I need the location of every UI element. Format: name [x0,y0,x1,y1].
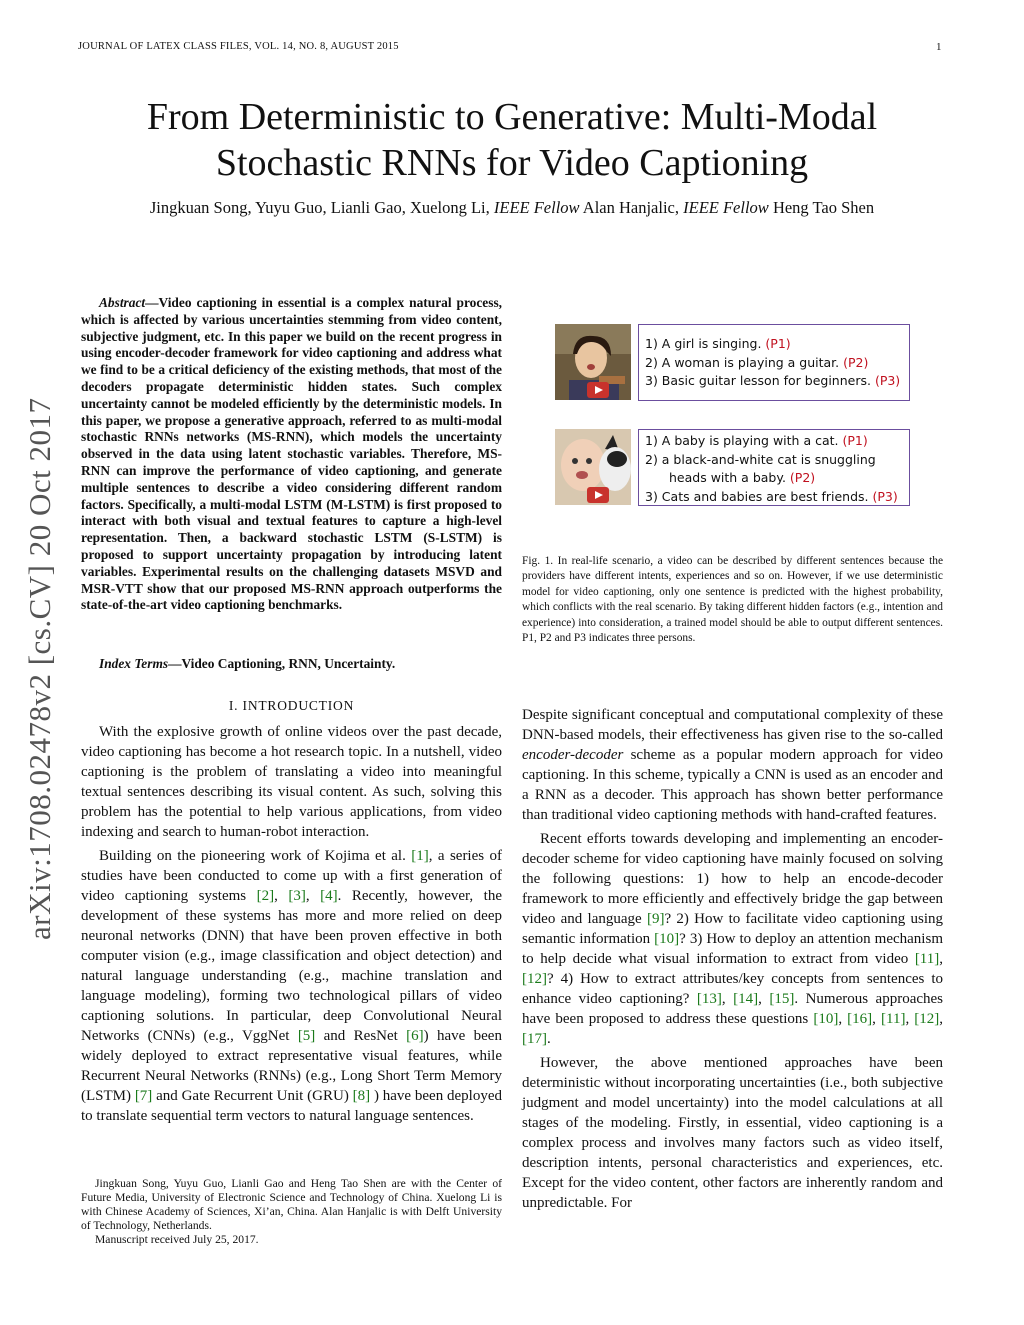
text-run: . Numerous approaches have been proposed to address these questions [522,991,944,1027]
play-icon[interactable] [587,487,609,503]
person-tag: (P3) [872,488,898,504]
text-run: ? 4) How to extract attributes/key concepts from sentences to enhance video captioning? [522,971,943,1007]
authors-part1: Jingkuan Song, Yuyu Guo, Lianli Gao, Xuelong Li, [149,198,494,217]
intro-paragraph-2: Building on the pioneering work of Kojima et al. [1], a series of studies have been conducted to come up with a first generation of video captioning systems [2], [3], [4]. Recently, however, the development of these systems has more and more relied on deep neuronal networks (DNN) that have been proven effective in both computer vision (e.g., image classification and object detection) and natural language understanding (e.g., machine translation and language modeling), forming two technological pillars of video captioning solutions. In particular, deep Convolutional Neural Networks (CNNs) (e.g., VggNet [5] and ResNet [6]) have been widely deployed to extract representative visual features, while Recurrent Neural Networks (RNNs) (e.g., Long Short Term Memory (LSTM) [7] and Gate Recurrent Unit (GRU) [8] ) have been deployed to translate sequential term vectors to natural language sentences. [81,848,503,1124]
citation-link[interactable]: [11] [914,951,940,967]
text-run: Despite significant conceptual and computational complexity of these DNN-based models, their effectiveness has given rise to the so-called [522,707,943,743]
abstract-label: Abstract [99,295,146,310]
text-run: Building on the pioneering work of Kojima et al. [99,848,412,864]
text-run: ) have been widely deployed to extract representative visual features, while Recurrent Neural Networks (RNNs) (e.g., Long Short Term Memory (LSTM) [81,1028,502,1104]
citation-link[interactable]: [16] [847,1011,873,1027]
paper-title-line2: Stochastic RNNs for Video Captioning [215,142,809,184]
intro-paragraph-1: With the explosive growth of online videos over the past decade, video captioning has become a hot research topic. In a nutshell, video captioning is the problem of translating a video into meaningful textual sentences describing its visual content. As such, solving this problem has the potential to help various applications, from video indexing and search to human-robot interaction. [81,724,502,840]
citation-link[interactable]: [8] [352,1088,371,1104]
abstract [81,295,502,614]
citation-link[interactable]: [10] [813,1011,839,1027]
person-tag: (P2) [789,470,816,485]
abstract-text: —Video captioning in essential is a complex natural process, which is affected by various uncertainties stemming from video content, subjective judgment, etc. In this paper we build on the recent progress in using encoder-decoder framework for video captioning and address what we find to be a critical deficiency of the existing methods, that most of the decoders propagate deterministic hidden states. Such complex uncertainty cannot be modeled efficiently by the deterministic models. In this paper, we propose a generative approach, referred to as multi-modal stochastic RNNs networks (MS-RNN), which models the uncertainty observed in the data using latent stochastic variables. Therefore, MS-RNN can improve the performance of video captioning, and generate multiple sentences to describe a video considering different random factors. Specifically, a multi-modal LSTM (M-LSTM) is first proposed to interact with both visual and textual features to capture a high-level representation. Then, a backward stochastic LSTM (S-LSTM) is proposed to support uncertainty propagation by introducing latent variables. Experimental results on the challenging datasets MSVD and MSR-VTT show that our proposed MS-RNN approach outperforms the state-of-the-art video captioning benchmarks. [81,295,502,613]
citation-link[interactable]: [12] [522,971,547,987]
citation-link[interactable]: [10] [654,931,680,947]
text-run: and ResNet [315,1028,407,1044]
text-run: ) have been deployed to translate sequential term vectors to natural language sentences. [81,1088,503,1124]
emphasis: encoder-decoder [522,747,624,763]
caption-line: 2) a black-and-white cat is snuggling [645,451,876,467]
footnote-received: Manuscript received July 25, 2017. [95,1233,259,1246]
person-tag: (P1) [842,433,868,448]
person-tag: (P1) [765,336,791,351]
index-terms-text: —Video Captioning, RNN, Uncertainty. [168,656,396,671]
caption-line [645,354,903,373]
fellow-label-2: IEEE Fellow [683,198,769,217]
citation-link[interactable]: [13] [696,991,722,1007]
citation-link[interactable]: [9] [646,911,665,927]
person-tag: (P2) [843,354,869,370]
caption-line [645,488,903,507]
citation-link[interactable]: [15] [769,991,795,1007]
caption-text: heads with a baby. [669,470,790,485]
caption-line [645,335,903,354]
footnote-affiliations: Jingkuan Song, Yuyu Guo, Lianli Gao and Heng Tao Shen are with the Center of Future Media, University of Electronic Science and Technology of China. Xuelong Li is with Chinese Academy of Sciences, Xi’an, China. Alan Hanjalic is with Delft University of Technology, Netherlands. [81,1177,502,1232]
play-icon[interactable] [587,382,609,398]
running-header: JOURNAL OF LATEX CLASS FILES, VOL. 14, NO. 8, AUGUST 2015 [78,41,399,52]
citation-link[interactable]: [12] [914,1011,940,1027]
authors-part2: Alan Hanjalic, [579,198,684,217]
caption-line [645,432,903,451]
section-title: INTRODUCTION [242,698,355,713]
text-run: Recent efforts towards developing and implementing an encoder-decoder scheme for video captioning have mainly focused on solving the following questions: 1) how to help an encode-decoder framework to more efficiently and effectively bridge the gap between video and language [522,831,943,927]
caption-text: 1) A girl is singing. [645,336,766,351]
person-tag: (P3) [874,373,901,388]
index-terms-label: Index Terms [99,656,169,671]
page-number: 1 [936,41,942,53]
right-paragraph-3: However, the above mentioned approaches have been deterministic without incorporating uncertainties (i.e., both subjective judgment and model uncertainty) into the model calculations at all stages of the modeling. Firstly, in essential, video captioning is a complex process and involves many factors such as video itself, description intents, personal characteristics and experiences, etc. Except for the video content, other factors are inherently random and unpredictable. For [522,1055,943,1211]
text-run: scheme as a popular modern approach for video captioning. In this scheme, typically a CNN is used as an encoder and a RNN as a decoder. This approach has shown better performance than traditional video captioning methods with hand-crafted features. [522,747,943,823]
paper-title-line1: From Deterministic to Generative: Multi-Modal [146,96,878,138]
caption-box-2 [638,429,910,506]
text-run: ? 2) How to facilitate video captioning using semantic information [522,911,944,947]
caption-text: 1) A baby is playing with a cat. [645,433,843,448]
footnote [81,1177,502,1247]
text-run: . Recently, however, the development of these systems has more and more relied on deep neuronal networks (DNN) that have been proven effective in both computer vision (e.g., image classification and object detection) and natural language understanding (e.g., machine translation and language modeling), forming two technological pillars of video captioning solutions. In particular, deep Convolutional Neural Networks (CNNs) (e.g., VggNet [81,888,502,1044]
video-thumbnail-girl[interactable] [555,324,631,400]
right-column-body [522,705,943,1217]
figure-caption: Fig. 1. In real-life scenario, a video can be described by different sentences because the providers have different intents, experiences and so on. However, if we use deterministic model for video captioning, only one sentence is predicted with the highest probability, which conflicts with the real scenario. By taking different hidden factors (e.g., intention and experience) into consideration, a trained model should be able to output different sentences. P1, P2 and P3 indicates three persons. [522,555,943,645]
fellow-label-1: IEEE Fellow [493,198,580,217]
text-run: ? 3) How to deploy an attention mechanism to help decide what visual information to extract from video [522,931,943,967]
citation-link[interactable]: [17] [522,1031,547,1047]
citation-link[interactable]: [1] [411,848,429,864]
caption-text: 2) A woman is playing a guitar. [645,354,844,370]
citation-link[interactable]: [14] [733,991,759,1007]
caption-box-1 [638,324,910,401]
arxiv-stamp: arXiv:1708.02478v2 [cs.CV] 20 Oct 2017 [22,397,57,940]
caption-text: 3) Basic guitar lesson for beginners. [645,373,875,388]
index-terms [81,656,502,673]
citation-link[interactable]: [2] [256,888,275,904]
authors-part3: Heng Tao Shen [768,198,875,217]
citation-link[interactable]: [11] [881,1011,906,1027]
citation-link[interactable]: [5] [297,1028,316,1044]
section-heading-introduction [81,698,502,714]
author-list [0,198,1024,218]
text-run: , a series of studies have been conducted to come up with a first generation of video captioning systems [81,848,502,904]
intro-body [81,722,502,1130]
section-number: I. [228,698,239,713]
citation-link[interactable]: [7] [134,1088,153,1104]
caption-text: 3) Cats and babies are best friends. [645,488,873,504]
caption-line [645,469,903,488]
video-thumbnail-baby[interactable] [555,429,631,505]
citation-link[interactable]: [6] [406,1028,424,1044]
citation-link[interactable]: [4] [320,888,338,904]
right-paragraph-1 [522,705,943,825]
text-run: and Gate Recurrent Unit (GRU) [152,1088,353,1104]
caption-line [645,372,903,391]
right-paragraph-2: Recent efforts towards developing and implementing an encoder-decoder scheme for video captioning have mainly focused on solving the following questions: 1) how to help an encode-decoder framework to more efficiently and effectively bridge the gap between video and language [9]? 2) How to facilitate video captioning using semantic information [10]? 3) How to deploy an attention mechanism to help decide what visual information to extract from video [11], [12]? 4) How to extract attributes/key concepts from sentences to enhance video captioning? [13], [14], [15]. Numerous approaches have been proposed to address these questions [10], [16], [11], [12], [17]. [522,831,944,1047]
citation-link[interactable]: [3] [288,888,306,904]
